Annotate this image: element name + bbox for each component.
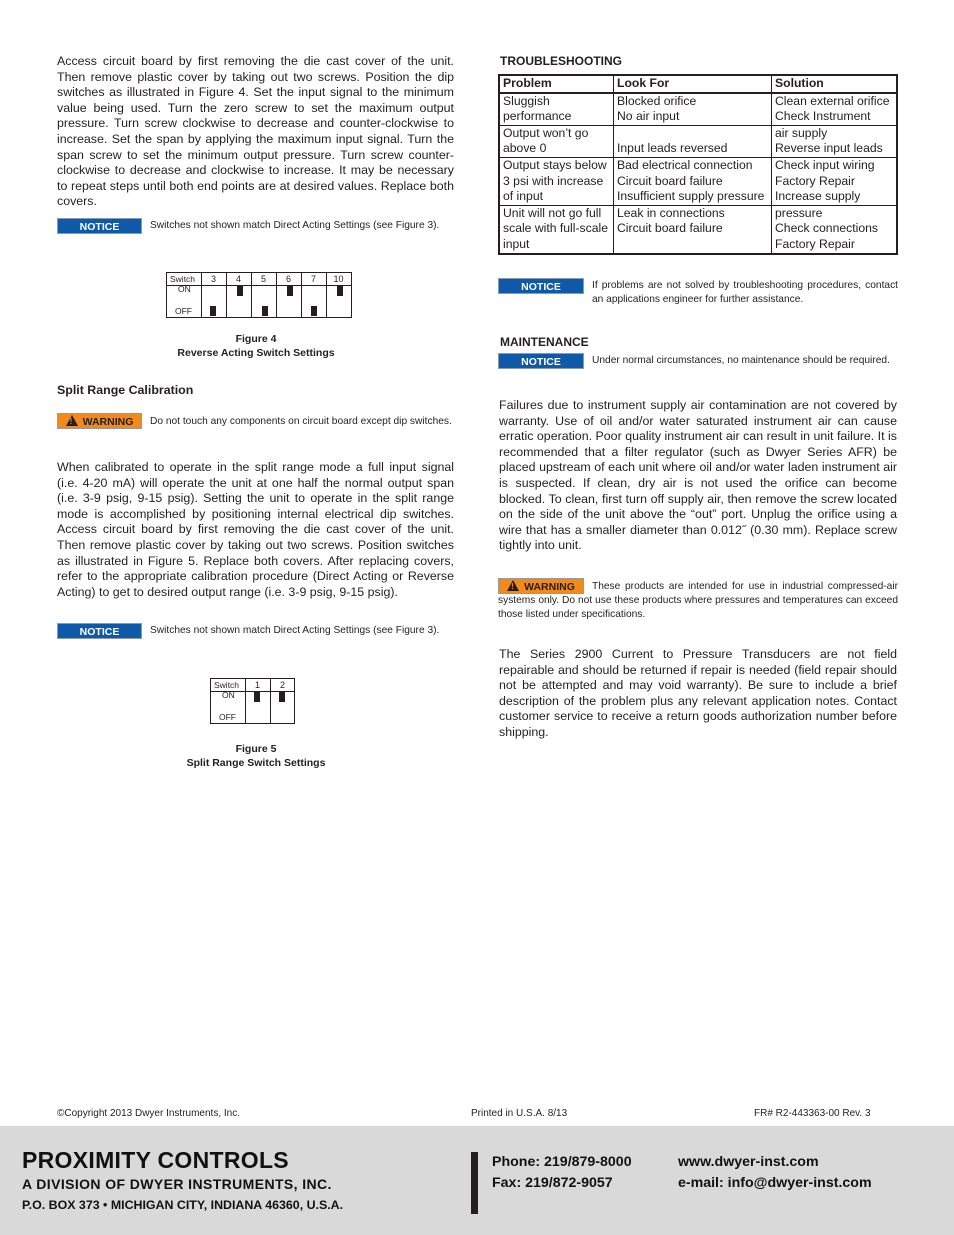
figure4-caption bbox=[150, 332, 362, 360]
maintenance-paragraph: Failures due to instrument supply air contamination are not covered by warranty. Use of oil and/or water saturated instrument air can cause erratic operation. Poor quality instrument air can result in unit failure. It is recommended that a filter regulator (such as Dwyer Series AFR) be placed upstream of each unit where oil and/or water laden instrument air is suspected. If clean, dry air is not used the orifice can become blocked. To clean, first turn off supply air, then remove the screw located on the side of the unit above the “out” port. Unplug the orifice using a wire that has a smaller diameter than 0.012˝ (0.30 mm). Replace screw tightly into unit. bbox=[499, 398, 897, 553]
problem-cell: Output won’t go above 0 bbox=[499, 125, 614, 157]
column-header: Problem bbox=[499, 75, 614, 93]
switch-number: 7 bbox=[310, 274, 316, 284]
figure5-title: Split Range Switch Settings bbox=[186, 757, 326, 769]
repair-paragraph: The Series 2900 Current to Pressure Transducers are not field repairable and should be returned if repair is needed (field repair should not be attempted and may void warranty). Be sure to include a brief description of the problem plus any relevant application notes. Contact customer service to receive a return goods authorization number before shipping. bbox=[499, 647, 897, 739]
email-link[interactable]: e-mail: info@dwyer-inst.com bbox=[678, 1175, 872, 1191]
footer-divider bbox=[471, 1152, 478, 1214]
warning-badge bbox=[57, 413, 142, 429]
table-row bbox=[499, 205, 897, 253]
phone-number: Phone: 219/879-8000 bbox=[492, 1154, 632, 1170]
column-header: Solution bbox=[772, 75, 898, 93]
warning-text: Do not touch any components on circuit board except dip switches. bbox=[150, 416, 452, 427]
brand-name: PROXIMITY CONTROLS bbox=[22, 1147, 289, 1173]
switch-number: 4 bbox=[235, 274, 241, 284]
dip-switch-on bbox=[254, 692, 260, 702]
off-label: OFF bbox=[219, 712, 236, 722]
figure5-dip-switch-diagram bbox=[210, 678, 295, 724]
calibration-paragraph: Access circuit board by first removing the die cast cover of the unit. Then remove plastic cover by taking out two screws. Position the dip switches as illustrated in Figure 4. Set the input signal to the minimum value being used. Turn the zero screw to set the maximum output pressure. Turn screw clockwise to decrease and counter-clockwise to increase. Set the span by applying the maximum input signal. Turn the span screw to set the minimum output pressure. Turn screw counter-clockwise to decrease and clockwise to increase. It may be necessary to repeat steps until both end points are at desired values. Replace both covers. bbox=[57, 54, 454, 209]
switch-label: Switch bbox=[214, 680, 240, 690]
troubleshooting-table bbox=[498, 74, 898, 255]
solution-cell: Clean external orifice Check Instrument bbox=[772, 93, 898, 126]
notice-badge: NOTICE bbox=[57, 218, 142, 234]
dip-switch-on bbox=[279, 692, 285, 702]
figure4-dip-switch-diagram bbox=[166, 272, 352, 318]
footer bbox=[0, 1126, 954, 1235]
table-row bbox=[499, 157, 897, 205]
figure5-caption bbox=[150, 742, 362, 770]
troubleshooting-heading: TROUBLESHOOTING bbox=[500, 54, 622, 68]
table-header-row bbox=[499, 75, 897, 93]
dip-switch-off bbox=[210, 306, 216, 316]
split-range-paragraph: When calibrated to operate in the split range mode a full input signal (i.e. 4-20 mA) will operate the unit at one half the normal output span (i.e. 3-9 psig, 9-15 psig). Setting the unit to operate in the split range mode is accomplished by positioning internal electrical dip switches. Access circuit board by first removing the die cast cover of the unit. Then remove plastic cover by taking out two screws. Position switches as illustrated in Figure 5. Replace both covers. After replacing covers, refer to the appropriate calibration procedure (Direct Acting or Reverse Acting) to get to desired output range (i.e. 3-9 psig, 9-15 psig). bbox=[57, 460, 454, 599]
dip-switch-off bbox=[262, 306, 268, 316]
notice-badge: NOTICE bbox=[498, 278, 584, 294]
warning-text: These products are intended for use in industrial compressed-air systems only. Do not use these products where pressures and temperatures can exceed those listed under specifications. bbox=[498, 581, 898, 621]
problem-cell: Sluggish performance bbox=[499, 93, 614, 126]
notice-text: If problems are not solved by troubleshooting procedures, contact an applications engineer for further assistance. bbox=[592, 280, 898, 306]
division-name: A DIVISION OF DWYER INSTRUMENTS, INC. bbox=[22, 1176, 332, 1192]
table-row bbox=[499, 93, 897, 126]
switch-number: 2 bbox=[279, 680, 285, 690]
look-for-cell: Input leads reversed bbox=[614, 125, 772, 157]
warning-triangle-icon: ! bbox=[507, 580, 519, 591]
warning-badge-label: WARNING bbox=[524, 581, 575, 593]
switch-number: 10 bbox=[333, 274, 344, 284]
printed-text: Printed in U.S.A. 8/13 bbox=[471, 1108, 568, 1119]
off-label: OFF bbox=[175, 306, 192, 316]
notice-text: Under normal circumstances, no maintenance should be required. bbox=[592, 355, 890, 366]
dip-switch-off bbox=[311, 306, 317, 316]
table-row bbox=[499, 125, 897, 157]
split-range-heading: Split Range Calibration bbox=[57, 383, 194, 397]
copyright-text: ©Copyright 2013 Dwyer Instruments, Inc. bbox=[57, 1108, 240, 1119]
fax-number: Fax: 219/872-9057 bbox=[492, 1175, 613, 1191]
figure4-number: Figure 4 bbox=[235, 333, 277, 345]
switch-number: 3 bbox=[210, 274, 216, 284]
problem-cell: Output stays below 3 psi with increase of input bbox=[499, 157, 614, 205]
on-label: ON bbox=[178, 284, 191, 294]
dip-switch-on bbox=[237, 286, 243, 296]
solution-cell: pressure Check connections Factory Repair bbox=[772, 205, 898, 253]
maintenance-heading: MAINTENANCE bbox=[500, 335, 589, 349]
notice-text: Switches not shown match Direct Acting Settings (see Figure 3). bbox=[150, 625, 440, 636]
form-number-text: FR# R2-443363-00 Rev. 3 bbox=[754, 1108, 871, 1119]
notice-text: Switches not shown match Direct Acting Settings (see Figure 3). bbox=[150, 220, 440, 231]
on-label: ON bbox=[222, 690, 235, 700]
dip-switch-on bbox=[287, 286, 293, 296]
mailing-address: P.O. BOX 373 • MICHIGAN CITY, INDIANA 46360, U.S.A. bbox=[22, 1198, 344, 1212]
warning-badge-label: WARNING bbox=[82, 416, 134, 428]
figure4-title: Reverse Acting Switch Settings bbox=[177, 347, 335, 359]
problem-cell: Unit will not go full scale with full-scale input bbox=[499, 205, 614, 253]
notice-badge: NOTICE bbox=[498, 353, 584, 369]
switch-number: 6 bbox=[285, 274, 291, 284]
dip-switch-on bbox=[337, 286, 343, 296]
switch-label: Switch bbox=[170, 274, 196, 284]
look-for-cell: Blocked orifice No air input bbox=[614, 93, 772, 126]
switch-number: 5 bbox=[260, 274, 266, 284]
warning-triangle-icon: ! bbox=[66, 415, 78, 426]
switch-number: 1 bbox=[254, 680, 260, 690]
solution-cell: air supply Reverse input leads bbox=[772, 125, 898, 157]
notice-badge: NOTICE bbox=[57, 623, 142, 639]
look-for-cell: Bad electrical connection Circuit board failure Insufficient supply pressure bbox=[614, 157, 772, 205]
website-link[interactable]: www.dwyer-inst.com bbox=[678, 1154, 819, 1170]
figure5-number: Figure 5 bbox=[235, 743, 277, 755]
column-header: Look For bbox=[614, 75, 772, 93]
look-for-cell: Leak in connections Circuit board failure bbox=[614, 205, 772, 253]
solution-cell: Check input wiring Factory Repair Increase supply bbox=[772, 157, 898, 205]
